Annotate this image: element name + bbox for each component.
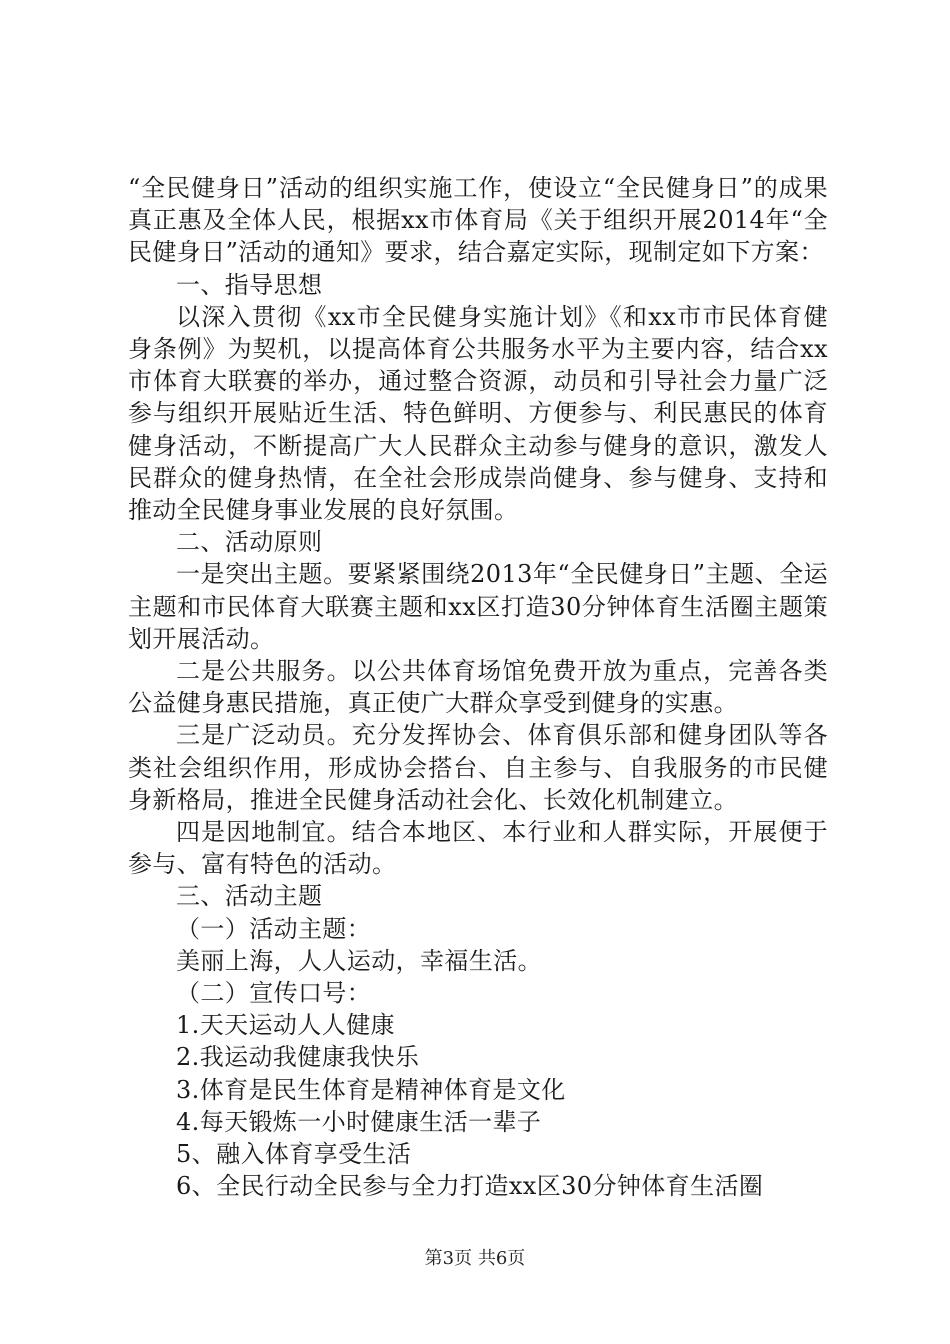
principle-paragraph-4: 四是因地制宜。结合本地区、本行业和人群实际，开展便于参与、富有特色的活动。 <box>128 818 828 879</box>
section-heading-activity-principles: 二、活动原则 <box>176 528 323 557</box>
theme-text: 美丽上海，人人运动，幸福生活。 <box>176 946 542 975</box>
guiding-ideology-paragraph: 以深入贯彻《xx市全民健身实施计划》《和xx市市民体育健身条例》为契机，以提高体育公共服务水平为主要内容，结合xx市体育大联赛的举办，通过整合资源，动员和引导社会力量广泛参与组织开展贴近生活、特色鲜明、方便参与、利民惠民的体育健身活动，不断提高广大人民群众主动参与健身的意识，激发人民群众的健身热情，在全社会形成崇尚健身、参与健身、支持和推动全民健身事业发展的良好氛围。 <box>128 302 828 525</box>
slogan-item-5: 5、融入体育享受生活 <box>176 1140 412 1169</box>
slogan-item-6: 6、全民行动全民参与全力打造xx区30分钟体育生活圈 <box>176 1172 764 1201</box>
slogan-item-3: 3.体育是民生体育是精神体育是文化 <box>176 1075 566 1104</box>
subheading-slogans: （二）宣传口号： <box>176 979 372 1008</box>
document-body <box>128 172 828 1203</box>
principle-paragraph-3: 三是广泛动员。充分发挥协会、体育俱乐部和健身团队等各类社会组织作用，形成协会搭台、自主参与、自我服务的市民健身新格局，推进全民健身活动社会化、长效化机制建立。 <box>128 721 828 814</box>
section-heading-guiding-ideology: 一、指导思想 <box>176 270 323 299</box>
principle-paragraph-2: 二是公共服务。以公共体育场馆免费开放为重点，完善各类公益健身惠民措施，真正使广大群众享受到健身的实惠。 <box>128 657 828 718</box>
section-heading-activity-theme: 三、活动主题 <box>176 882 323 911</box>
slogan-item-1: 1.天天运动人人健康 <box>176 1011 395 1040</box>
page-number-footer: 第3页 共6页 <box>424 1248 526 1269</box>
slogan-item-2: 2.我运动我健康我快乐 <box>176 1043 420 1072</box>
subheading-theme: （一）活动主题： <box>176 914 372 943</box>
principle-paragraph-1: 一是突出主题。要紧紧围绕2013年“全民健身日”主题、全运主题和市民体育大联赛主题和xx区打造30分钟体育生活圈主题策划开展活动。 <box>128 560 828 653</box>
intro-paragraph: “全民健身日”活动的组织实施工作，使设立“全民健身日”的成果真正惠及全体人民，根据xx市体育局《关于组织开展2014年“全民健身日”活动的通知》要求，结合嘉定实际，现制定如下方案： <box>128 174 828 267</box>
slogan-item-4: 4.每天锻炼一小时健康生活一辈子 <box>176 1107 542 1136</box>
